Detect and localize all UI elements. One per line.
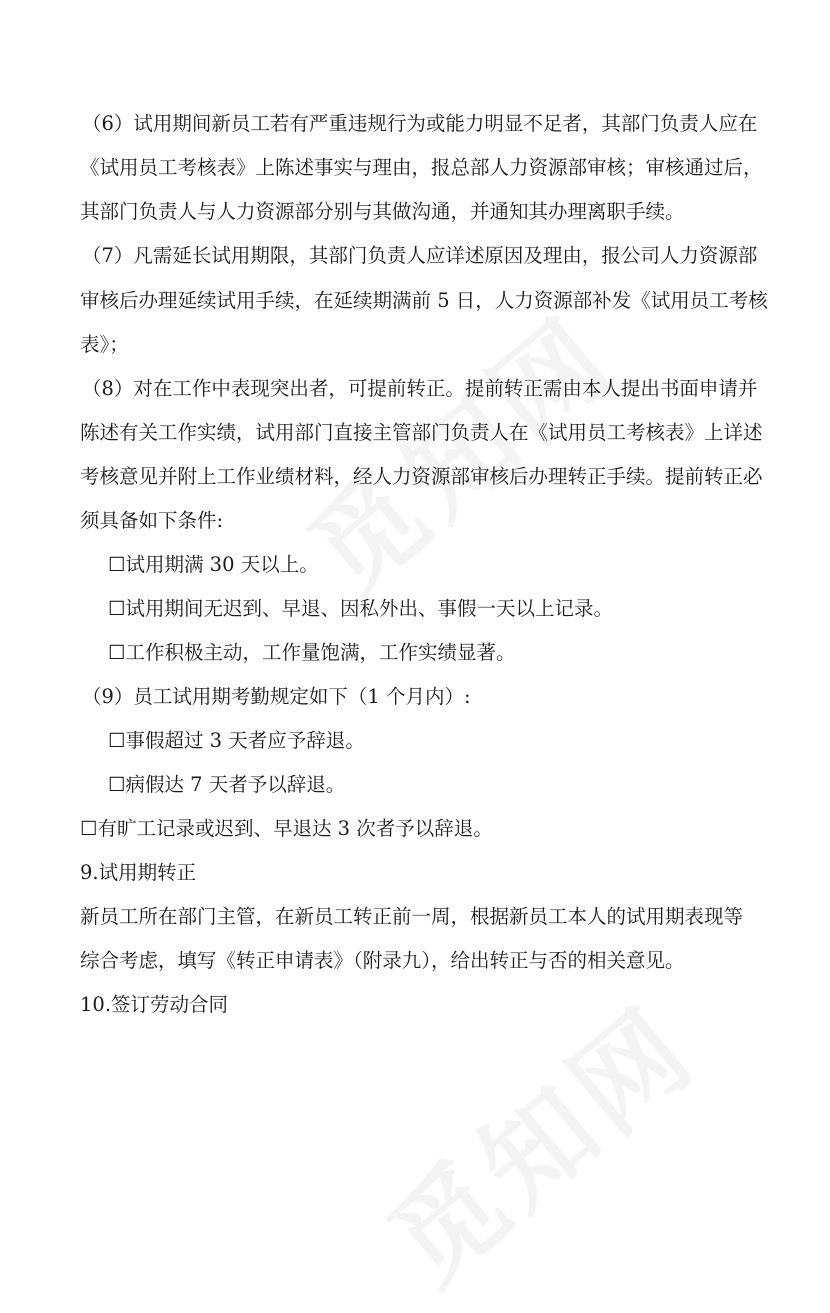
paragraph-line: （9）员工试用期考勤规定如下（1 个月内）: (82, 685, 471, 708)
paragraph-line: 综合考虑，填写《转正申请表》（附录九），给出转正与否的相关意见。 (80, 949, 685, 972)
paragraph-line: 审核后办理延续试用手续，在延续期满前 5 日，人力资源部补发《试用员工考核 (80, 289, 768, 312)
watermark (351, 965, 724, 1313)
paragraph-line: 其部门负责人与人力资源部分别与其做沟通，并通知其办理离职手续。 (80, 200, 685, 223)
paragraph-line: 须具备如下条件: (80, 509, 224, 532)
checklist-item: ☐工作积极主动，工作量饱满，工作实绩显著。 (108, 641, 516, 664)
section-heading: 10.签订劳动合同 (80, 993, 229, 1016)
paragraph-line: 新员工所在部门主管，在新员工转正前一周，根据新员工本人的试用期表现等 (80, 905, 744, 928)
checklist-item: ☐事假超过 3 天者应予辞退。 (108, 729, 365, 752)
paragraph-line: 陈述有关工作实绩，试用部门直接主管部门负责人在《试用员工考核表》上详述 (80, 421, 763, 444)
paragraph-line: （6）试用期间新员工若有严重违规行为或能力明显不足者，其部门负责人应在 (82, 112, 758, 135)
paragraph-line: 考核意见并附上工作业绩材料，经人力资源部审核后办理转正手续。提前转正必 (80, 465, 763, 488)
checklist-item: ☐试用期间无迟到、早退、因私外出、事假一天以上记录。 (108, 597, 613, 620)
watermark (271, 275, 644, 624)
paragraph-line: 《试用员工考核表》上陈述事实与理由，报总部人力资源部审核；审核通过后， (80, 156, 763, 179)
section-heading: 9.试用期转正 (80, 861, 197, 884)
checklist-item: ☐试用期满 30 天以上。 (108, 553, 319, 576)
paragraph-line: （8）对在工作中表现突出者，可提前转正。提前转正需由本人提出书面申请并 (82, 377, 758, 400)
checklist-item: ☐病假达 7 天者予以辞退。 (108, 773, 346, 796)
paragraph-line: 表》； (80, 333, 129, 356)
paragraph-line: （7）凡需延长试用期限，其部门负责人应详述原因及理由，报公司人力资源部 (82, 244, 758, 267)
checklist-item: ☐有旷工记录或迟到、早退达 3 次者予以辞退。 (80, 817, 493, 840)
